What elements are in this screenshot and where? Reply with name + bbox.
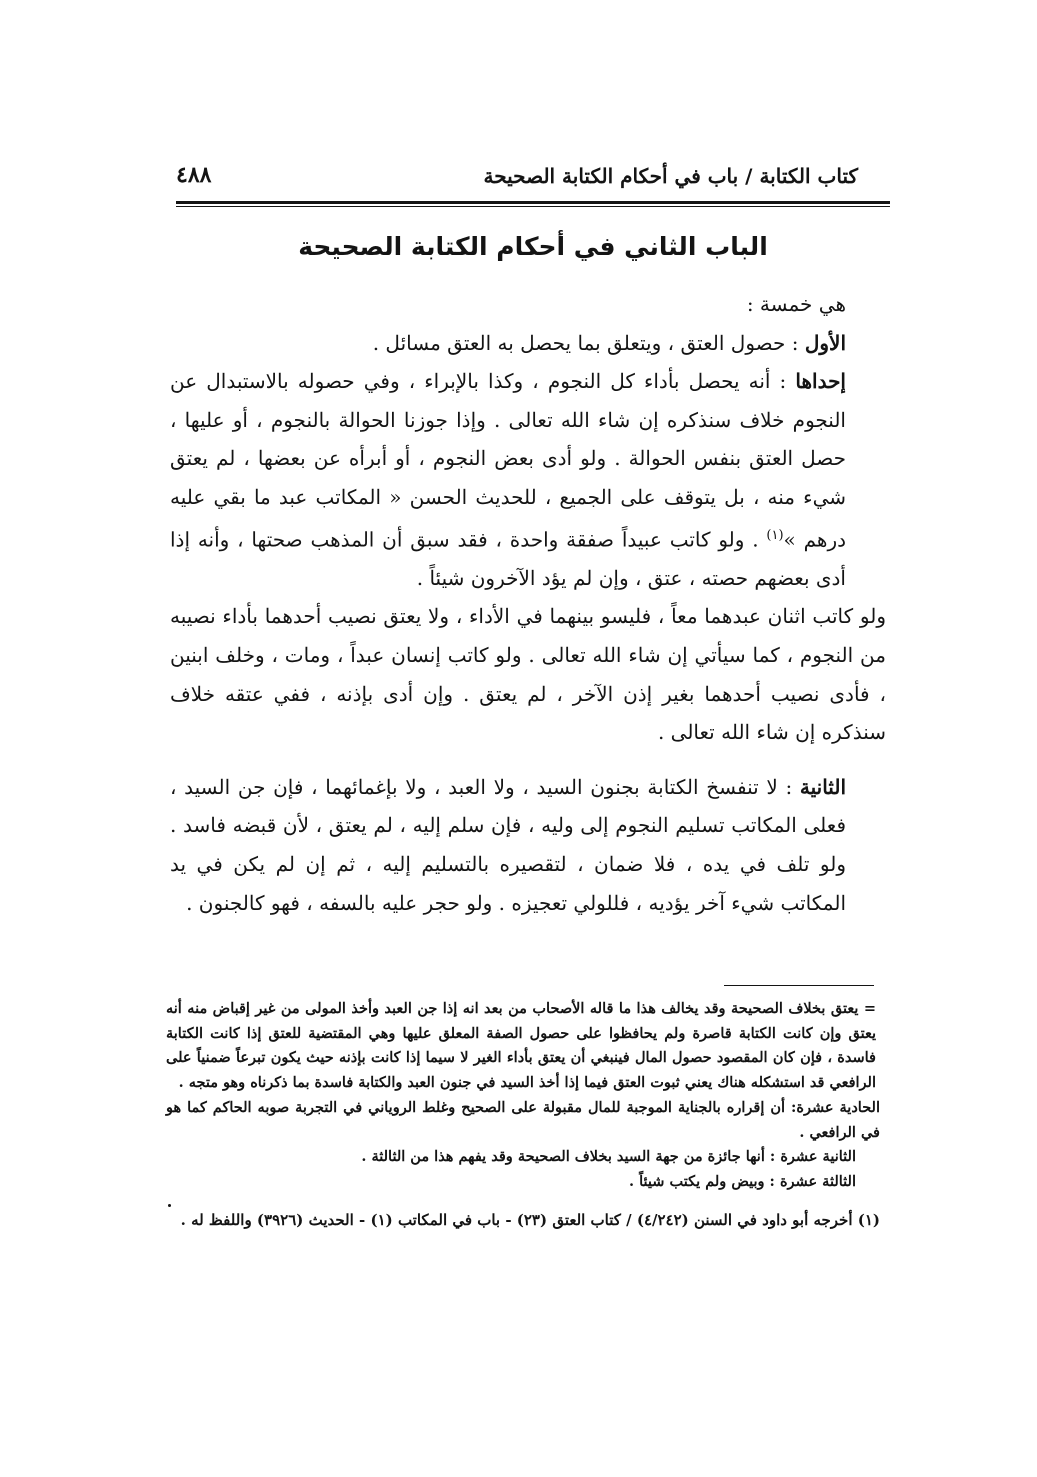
paragraph-3-text: : لا تنفسخ الكتابة بجنون السيد ، ولا العبد ، ولا بإغمائهما ، فإن جن السيد ، فعلى المكاتب تسليم النجوم إلى وليه ، فإن سلم إليه ، لم يعتق ، لأن قبضه فاسد . ولو تلف في يده ، فلا ضمان ، لتقصيره بالتسليم إليه ، ثم إن لم يكن في يد المكاتب شيء آخر يؤديه ، فللولي تعجيزه . ولو حجر عليه بالسفه ، فهو كالجنون . [170, 774, 846, 915]
header-rule [176, 201, 890, 204]
paragraph-1-label: إحداها [795, 369, 846, 394]
running-header [176, 160, 888, 200]
footnote-reference-1 [166, 1207, 880, 1234]
reference-number: (١) [857, 1210, 880, 1229]
chapter-title: الباب الثاني في أحكام الكتابة الصحيحة [298, 232, 768, 261]
first-label: الأول [804, 330, 846, 355]
note-11-label: الحادية عشرة [796, 1098, 880, 1116]
footnote-continuation [166, 997, 880, 1096]
footnote-cont-mark: = [863, 1000, 876, 1017]
paragraph-3-label: الثانية [799, 774, 846, 799]
first-heading [170, 324, 886, 363]
paragraph-2 [170, 597, 886, 751]
page-number: ٤٨٨ [176, 162, 212, 188]
reference-text: أخرجه أبو داود في السنن (٤/٢٤٢) / كتاب العتق (٢٣) - باب في المكاتب (١) - الحديث (٣٩٢٦) واللفظ له . [180, 1210, 858, 1229]
note-13-label: الثالثة عشرة [779, 1172, 856, 1190]
intro-text: هي خمسة : [746, 292, 846, 316]
paragraph-1-text-cont: . ولو كاتب عبيداً صفقة واحدة ، فقد سبق أن المذهب صحتها ، وأنه إذا أدى بعضهم حصته ، عتق ، وإن لم يؤد الآخرون شيئاً . [170, 527, 846, 590]
body-text [170, 285, 886, 922]
footnote-separator [724, 985, 874, 986]
footnote-note-13 [166, 1170, 880, 1195]
footnote-cont-text: يعتق بخلاف الصحيحة وقد يخالف هذا ما قاله الأصحاب من بعد انه إذا جن العبد وأخذ المولى من غير إقباض منه أنه يعتق وإن كانت الكتابة قاصرة ولم يحافظوا على حصول الصفة المعلق عليها وهي المقتضية للعتق إذا كانت الكتابة فاسدة ، فإن كان المقصود حصول المال فينبغي أن يعتق بأداء الغير لا سيما إذا كانت بإذنه حيث يكون تبرعاً ضمنياً على الرافعي قد استشكله هناك يعني ثبوت العتق فيما إذا أخذ السيد في جنون العبد والكتابة فاسدة بما ذكرناه وهو متجه . [166, 1000, 876, 1092]
footnotes [166, 997, 880, 1234]
paragraph-1 [170, 362, 886, 597]
paragraph-1-text: : أنه يحصل بأداء كل النجوم ، وكذا بالإبراء ، وفي حصوله بالاستبدال عن النجوم خلاف سنذكره إن شاء الله تعالى . وإذا جوزنا الحوالة بالنجوم ، أو عليها ، حصل العتق بنفس الحوالة . ولو أدى بعض النجوم ، أو أبرأه عن بعضها ، لم يعتق شيء منه ، بل يتوقف على الجميع ، للحديث الحسن « المكاتب عبد ما بقي عليه درهم » [170, 369, 847, 552]
scan-speck [168, 1204, 171, 1207]
footnote-mark: (١) [766, 527, 784, 543]
intro-line [170, 285, 886, 324]
header-title: كتاب الكتابة / باب في أحكام الكتابة الصحيحة [483, 164, 858, 188]
paragraph-2-text: ولو كاتب اثنان عبدهما معاً ، فليسو بينهما في الأداء ، ولا يعتق نصيب أحدهما بأداء نصيبه من النجوم ، كما سيأتي إن شاء الله تعالى . ولو كاتب إنسان عبداً ، ومات ، وخلف ابنين ، فأدى نصيب أحدهما بغير إذن الآخر ، لم يعتق . وإن أدى بإذنه ، ففي عتقه خلاف سنذكره إن شاء الله تعالى . [170, 604, 886, 745]
footnote-note-12 [166, 1145, 880, 1170]
paragraph-3 [170, 768, 886, 922]
footnote-note-11 [166, 1096, 880, 1145]
first-text: : حصول العتق ، ويتعلق بما يحصل به العتق مسائل . [372, 330, 805, 355]
note-12-text: : أنها جائزة من جهة السيد بخلاف الصحيحة وقد يفهم هذا من الثالثة . [361, 1148, 781, 1166]
note-13-text: : وبيض ولم يكتب شيئاً . [629, 1172, 780, 1190]
note-12-label: الثانية عشرة [780, 1148, 856, 1166]
note-11-text: : أن إقراره بالجناية الموجبة للمال مقبولة على الصحيح وغلط الروياني في التجربة صوبه الحاكم كما هو في الرافعي . [166, 1098, 880, 1141]
header-rule-thin [176, 206, 890, 207]
